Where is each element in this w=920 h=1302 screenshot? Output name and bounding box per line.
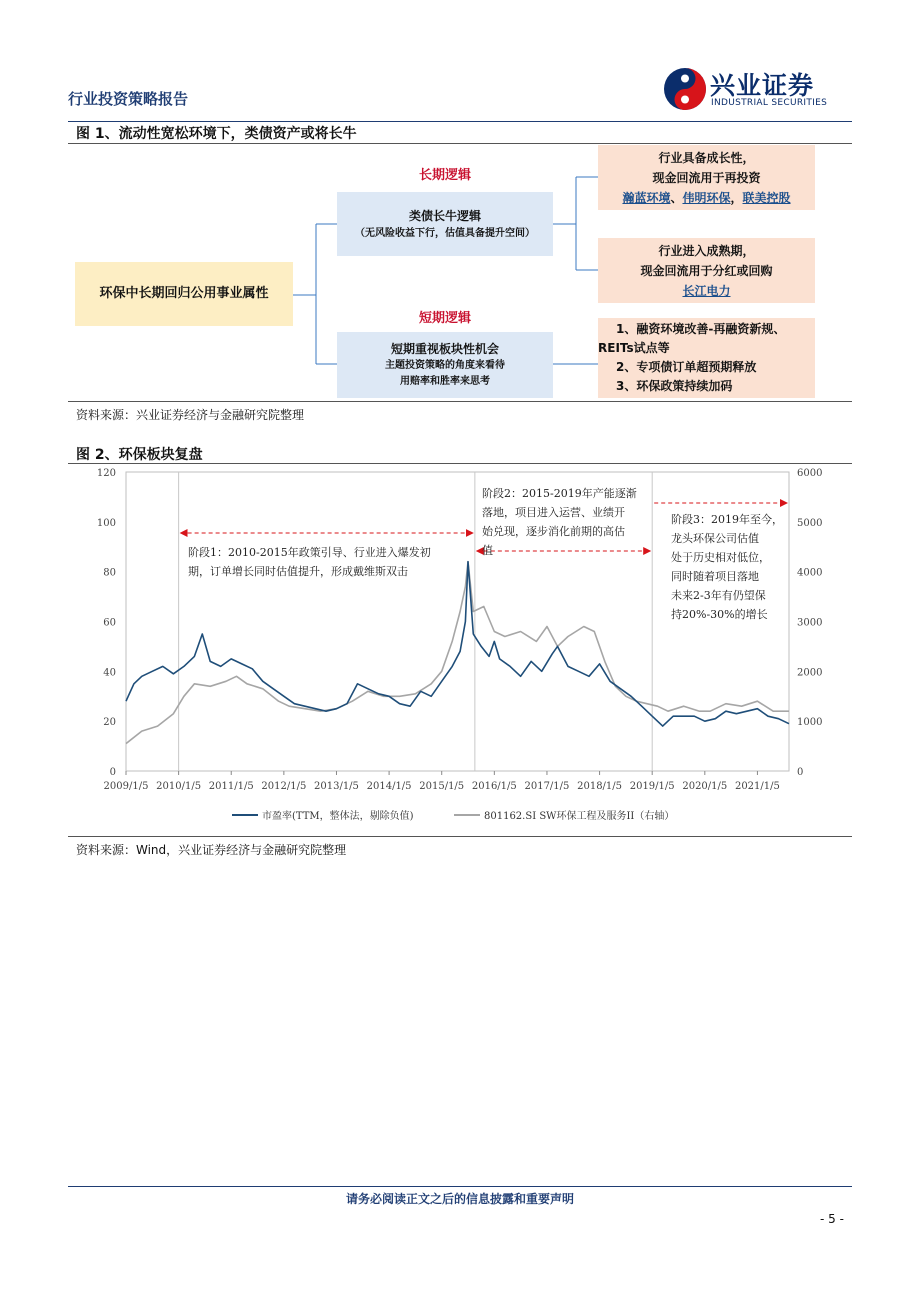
long-logic-label: 长期逻辑 (418, 168, 471, 183)
mature-line1: 行业进入成熟期， (658, 243, 755, 258)
y-right-tick-label: 4000 (797, 567, 823, 579)
stage3-annotation: 龙头环保公司估值 (671, 532, 759, 545)
company-link[interactable]: 长江电力 (682, 283, 731, 298)
stage2-annotation: 值 (482, 544, 493, 557)
y-left-tick-label: 0 (109, 767, 116, 778)
long-box-title: 类债长牛逻辑 (408, 209, 481, 223)
y-right-tick-label: 3000 (797, 617, 823, 629)
figure1-source: 资料来源：兴业证券经济与金融研究院整理 (76, 408, 305, 422)
y-left-tick-label: 100 (96, 517, 116, 529)
y-right-tick-label: 1000 (797, 717, 823, 729)
x-tick-label: 2018/1/5 (577, 781, 623, 792)
logo-subtext: INDUSTRIAL SECURITIES (711, 98, 828, 108)
disclaimer-note: 请务必阅读正文之后的信息披露和重要声明 (345, 1192, 574, 1206)
stage2-annotation: 始兑现，逐步消化前期的高估 (482, 525, 625, 538)
stage3-annotation: 同时随着项目落地 (671, 570, 759, 583)
root-label: 环保中长期回归公用事业属性 (99, 286, 269, 301)
stage2-annotation: 落地，项目进入运营、业绩开 (482, 506, 625, 519)
report-type: 行业投资策略报告 (68, 90, 189, 108)
x-tick-label: 2012/1/5 (261, 781, 307, 792)
x-tick-label: 2020/1/5 (682, 781, 728, 792)
catalyst-item: 3、环保政策持续加码 (616, 379, 733, 393)
y-left-tick-label: 80 (103, 567, 116, 579)
figure2-title: 图 2、环保板块复盘 (76, 447, 203, 463)
logo-text: 兴业证券 (710, 71, 815, 100)
x-tick-label: 2009/1/5 (103, 781, 149, 792)
catalyst-item: REITs试点等 (598, 341, 670, 355)
series-line (126, 562, 789, 726)
y-left-tick-label: 20 (103, 717, 116, 729)
x-tick-label: 2016/1/5 (471, 781, 517, 792)
x-tick-label: 2015/1/5 (419, 781, 465, 792)
short-box-sub1: 主题投资策略的角度来看待 (385, 359, 505, 371)
x-tick-label: 2021/1/5 (734, 781, 780, 792)
y-right-tick-label: 0 (797, 767, 804, 778)
stage1-annotation: 阶段1：2010-2015年政策引导、行业进入爆发初 (188, 546, 431, 559)
x-tick-label: 2011/1/5 (208, 781, 254, 792)
figure2-bottom-divider (68, 836, 852, 837)
mature-line2: 现金回流用于分红或回购 (640, 263, 773, 278)
y-right-tick-label: 2000 (797, 667, 823, 679)
figure1-title: 图 1、流动性宽松环境下，类债资产或将长牛 (76, 126, 357, 142)
x-tick-label: 2017/1/5 (524, 781, 570, 792)
stage3-annotation: 阶段3：2019年至今， (671, 513, 783, 526)
y-left-tick-label: 60 (103, 617, 116, 629)
growth-line1: 行业具备成长性， (658, 150, 755, 165)
short-logic-label: 短期逻辑 (418, 311, 471, 326)
x-tick-label: 2019/1/5 (629, 781, 675, 792)
footer-divider (68, 1186, 852, 1187)
stage3-annotation: 持20%-30%的增长 (671, 608, 768, 621)
stage1-annotation: 期，订单增长同时估值提升，形成戴维斯双击 (188, 565, 408, 578)
short-box-sub2: 用赔率和胜率来思考 (400, 375, 490, 387)
figure2-source: 资料来源：Wind，兴业证券经济与金融研究院整理 (76, 843, 347, 857)
separator: ， (730, 190, 743, 205)
x-tick-label: 2014/1/5 (366, 781, 412, 792)
growth-line2: 现金回流用于再投资 (652, 170, 761, 185)
long-box-sub: （无风险收益下行，估值具备提升空间） (355, 228, 535, 239)
page-number: - 5 - (820, 1212, 844, 1226)
separator: 、 (670, 190, 683, 205)
company-link[interactable]: 瀚蓝环境 (622, 190, 671, 205)
stage3-annotation: 处于历史相对低位， (671, 551, 770, 564)
company-link[interactable]: 联美控股 (742, 190, 791, 205)
short-box-title: 短期重视板块性机会 (390, 341, 499, 356)
legend-label: 市盈率(TTM，整体法，剔除负值) (262, 811, 414, 822)
catalyst-item: 2、专项债订单超预期释放 (616, 360, 757, 374)
y-right-tick-label: 6000 (797, 468, 823, 479)
stage3-annotation: 未来2-3年有仍望保 (671, 589, 766, 602)
x-tick-label: 2013/1/5 (314, 781, 359, 792)
company-link[interactable]: 伟明环保 (682, 190, 731, 205)
catalyst-item: 1、融资环境改善-再融资新规、 (616, 322, 786, 336)
y-left-tick-label: 40 (103, 667, 116, 679)
y-left-tick-label: 120 (96, 468, 116, 479)
y-right-tick-label: 5000 (797, 517, 823, 529)
legend-label: 801162.SI SW环保工程及服务II（右轴） (484, 811, 675, 822)
x-tick-label: 2010/1/5 (156, 781, 202, 792)
stage2-annotation: 阶段2：2015-2019年产能逐渐 (482, 487, 637, 500)
